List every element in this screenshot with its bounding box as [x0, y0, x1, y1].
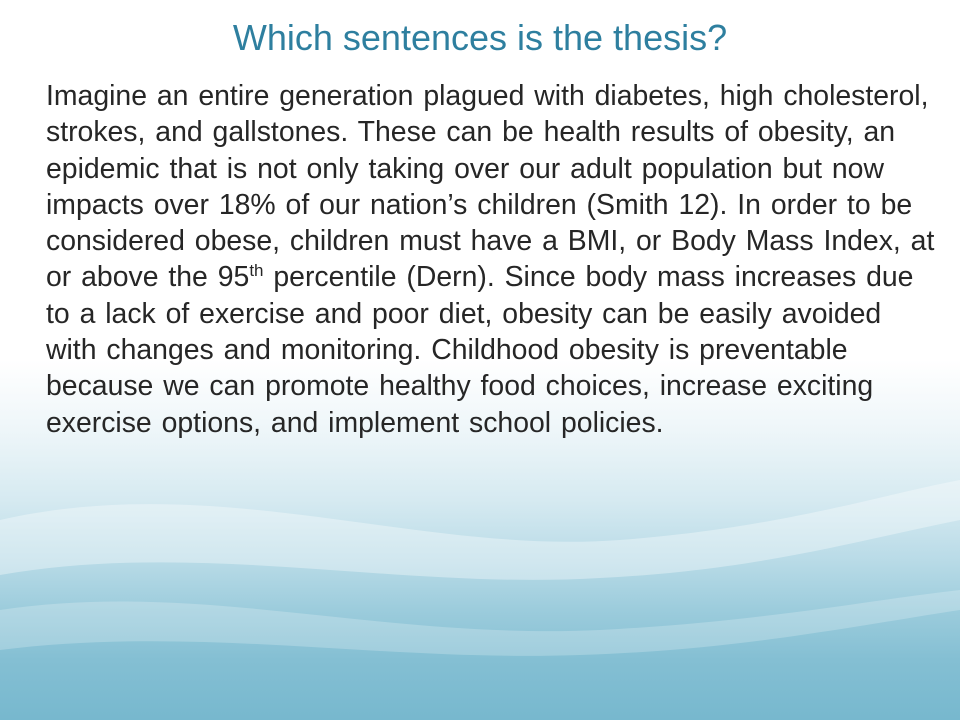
- slide-title: Which sentences is the thesis?: [232, 17, 728, 58]
- paragraph-text-part-1: Imagine an entire generation plagued with diabetes, high cholesterol, strokes, and gallstones. These can be health results of obesity, an epidemic that is not only taking over our adult population but now impacts over 18% of our nation’s children (Smith 12). In order to be considered obese, children must have a BMI, or Body Mass Index, at or above the 95: [46, 80, 935, 294]
- wave-highlight: [0, 480, 960, 580]
- slide-body-paragraph: [46, 78, 936, 441]
- paragraph-text-part-2: percentile (Dern). Since body mass increases due to a lack of exercise and poor diet, obesity can be easily avoided with changes and monitoring. Childhood obesity is preventable because we can promote healthy food choices, increase exciting exercise options, and implement school policies.: [46, 261, 914, 439]
- wave-highlight-lower: [0, 590, 960, 656]
- ordinal-superscript: th: [249, 261, 264, 281]
